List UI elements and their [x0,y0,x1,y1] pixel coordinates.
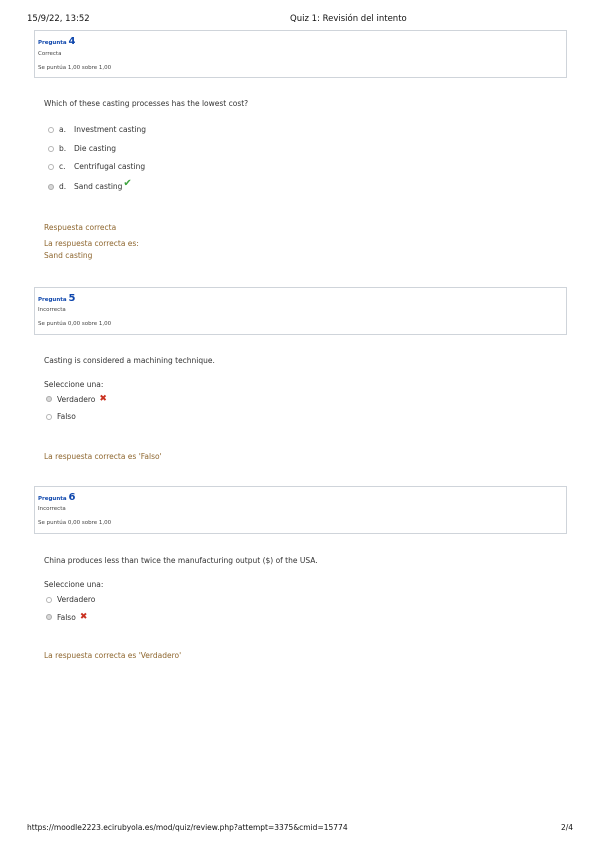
answer-option-false[interactable] [46,612,87,622]
radio-button[interactable] [48,127,54,133]
radio-button-selected[interactable] [48,184,54,190]
option-letter: b. [59,144,67,153]
print-page-title: Quiz 1: Revisión del intento [290,14,407,24]
option-text: Falso [57,412,76,421]
radio-button[interactable] [48,164,54,170]
answer-option-b[interactable] [48,144,116,153]
feedback-result: Respuesta correcta [44,223,117,232]
question-state: Incorrecta [38,307,66,313]
question-text: China produces less than twice the manufacturing output ($) of the USA. [44,556,318,565]
question-number: 6 [68,492,76,503]
print-url: https://moodle2223.ecirubyola.es/mod/quiz/review.php?attempt=3375&cmid=15774 [27,823,348,832]
option-text: Centrifugal casting [74,162,146,171]
option-text: Verdadero [57,595,96,604]
check-icon: ✔ [123,178,132,189]
question-grade: Se puntúa 0,00 sobre 1,00 [38,520,112,526]
answer-option-d[interactable] [48,178,132,192]
radio-button[interactable] [46,597,52,603]
feedback-correct-intro: La respuesta correcta es: [44,239,139,248]
question-state: Incorrecta [38,506,66,512]
question-text: Casting is considered a machining technique. [44,356,215,365]
print-datetime: 15/9/22, 13:52 [27,14,90,24]
feedback-correct-answer: La respuesta correcta es 'Falso' [44,452,162,461]
question-number-label [38,293,75,304]
select-one-prompt: Seleccione una: [44,580,104,589]
option-text: Die casting [74,144,117,153]
feedback-correct-answer: Sand casting [44,251,93,260]
answer-option-a[interactable] [48,125,146,134]
answer-option-c[interactable] [48,162,145,171]
radio-button[interactable] [46,414,52,420]
question-grade: Se puntúa 0,00 sobre 1,00 [38,321,112,327]
question-number-label [38,36,75,47]
answer-option-true[interactable] [46,394,107,404]
feedback-correct-answer: La respuesta correcta es 'Verdadero' [44,651,182,660]
question-number: 4 [68,36,76,47]
question-label: Pregunta [38,496,67,502]
question-info-6 [34,486,567,534]
radio-button-selected[interactable] [46,614,52,620]
radio-button[interactable] [48,146,54,152]
question-grade: Se puntúa 1,00 sobre 1,00 [38,65,112,71]
option-text: Falso [57,612,76,622]
option-text: Sand casting [74,182,123,191]
question-info-4 [34,30,567,78]
print-page-number: 2/4 [561,823,574,832]
answer-option-true[interactable] [46,595,95,604]
option-text: Verdadero [57,394,96,404]
option-letter: a. [59,125,66,134]
answer-option-false[interactable] [46,412,76,421]
option-letter: c. [59,162,66,171]
option-text: Investment casting [74,125,147,134]
question-number: 5 [68,293,76,304]
option-letter: d. [59,182,67,191]
cross-icon: ✖ [99,394,107,404]
question-state: Correcta [38,51,62,57]
question-label: Pregunta [38,40,67,46]
select-one-prompt: Seleccione una: [44,380,104,389]
question-info-5 [34,287,567,335]
question-number-label [38,492,75,503]
cross-icon: ✖ [79,612,88,622]
question-label: Pregunta [38,297,67,303]
question-text: Which of these casting processes has the lowest cost? [44,99,249,108]
radio-button-selected[interactable] [46,396,52,402]
